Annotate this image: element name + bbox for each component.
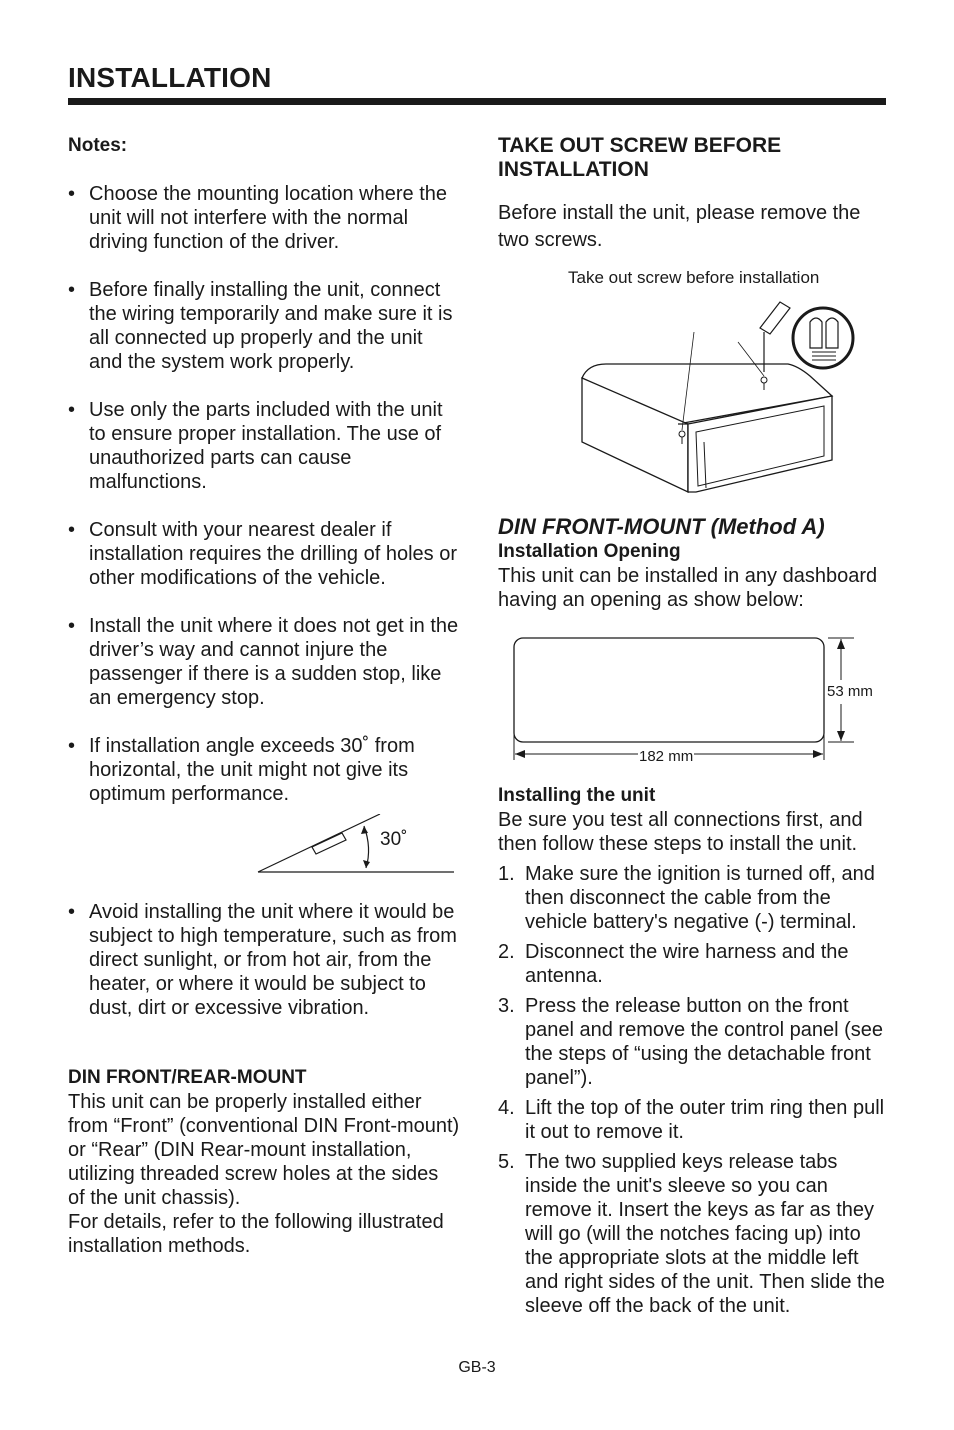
step-number: 4. [498,1097,515,1119]
step-text: Disconnect the wire harness and the antenna. [525,941,849,987]
angle-diagram [68,814,460,900]
notes-list-continued [68,900,460,1020]
installation-steps [498,862,888,1318]
notes-list [68,182,460,806]
height-dimension-label: 53 mm [827,680,873,704]
screw-caption: Take out screw before installation [568,268,820,287]
rear-mount-heading: DIN FRONT/REAR-MOUNT [68,1067,307,1088]
note-item: • Before finally installing the unit, connect the wiring temporarily and make sure it is all connected up properly and the unit and the system work properly. [68,278,460,374]
step-item [498,862,888,934]
din-front-heading: DIN FRONT-MOUNT (Method A) [498,514,825,539]
screw-diagram [498,292,888,498]
step-text: Make sure the ignition is turned off, and then disconnect the cable from the vehicle battery's negative (-) terminal. [525,863,875,933]
notes-label: Notes: [68,135,128,156]
screw-heading: TAKE OUT SCREW BEFORE INSTALLATION [498,134,782,181]
title-rule [68,98,886,105]
note-item: • Avoid installing the unit where it would be subject to high temperature, such as from direct sunlight, or from hot air, from the heater, or where it would be subject to dust, dirt or excessive vibration. [68,900,460,1020]
step-number: 2. [498,941,515,963]
step-item [498,994,888,1090]
width-dimension-label: 182 mm [638,745,694,769]
unit-screw-illustration [498,292,888,498]
step-item [498,1096,888,1144]
note-item: • Choose the mounting location where the unit will not interfere with the normal driving function of the driver. [68,182,460,254]
opening-subheading: Installation Opening [498,541,681,562]
page-title: INSTALLATION [68,62,272,93]
opening-diagram [498,634,888,765]
note-item: • Use only the parts included with the unit to ensure proper installation. The use of unauthorized parts can cause malfunctions. [68,398,460,494]
rear-mount-details: For details, refer to the following illustrated installation methods. [68,1211,444,1257]
step-text: Press the release button on the front panel and remove the control panel (see the steps of “using the detachable front panel”). [525,995,884,1089]
page-number: GB-3 [458,1359,496,1376]
screw-body: Before install the unit, please remove the two screws. [498,202,861,251]
left-column [68,132,460,1258]
step-number: 1. [498,863,515,885]
right-column [498,134,888,1324]
step-text: The two supplied keys release tabs inside the unit's sleeve so you can remove it. Insert the keys as far as they will go (will the notches facing up) into the appropriate slots at the middle left and right sides of the unit. Then slide the sleeve off the back of the unit. [525,1151,885,1317]
step-text: Lift the top of the outer trim ring then pull it out to remove it. [525,1097,885,1143]
note-item: • Consult with your nearest dealer if installation requires the drilling of holes or other modifications of the vehicle. [68,518,460,590]
installing-intro: Be sure you test all connections first, and then follow these steps to install the unit. [498,809,863,855]
step-number: 5. [498,1151,515,1173]
step-number: 3. [498,995,515,1017]
installing-heading: Installing the unit [498,785,656,806]
note-item: • Install the unit where it does not get in the driver’s way and cannot injure the passenger if there is a sudden stop, like an emergency stop. [68,614,460,710]
angle-illustration [256,814,456,884]
step-item [498,1150,888,1318]
rear-mount-body: This unit can be properly installed either from “Front” (conventional DIN Front-mount) or “Rear” (DIN Rear-mount installation, utilizing threaded screw holes at the sides of the unit chassis). [68,1091,460,1209]
angle-label: 30˚ [380,829,408,850]
opening-body: This unit can be installed in any dashboard having an opening as show below: [498,565,878,611]
step-item [498,940,888,988]
note-item: • If installation angle exceeds 30˚ from horizontal, the unit might not give its optimum performance. [68,734,460,806]
